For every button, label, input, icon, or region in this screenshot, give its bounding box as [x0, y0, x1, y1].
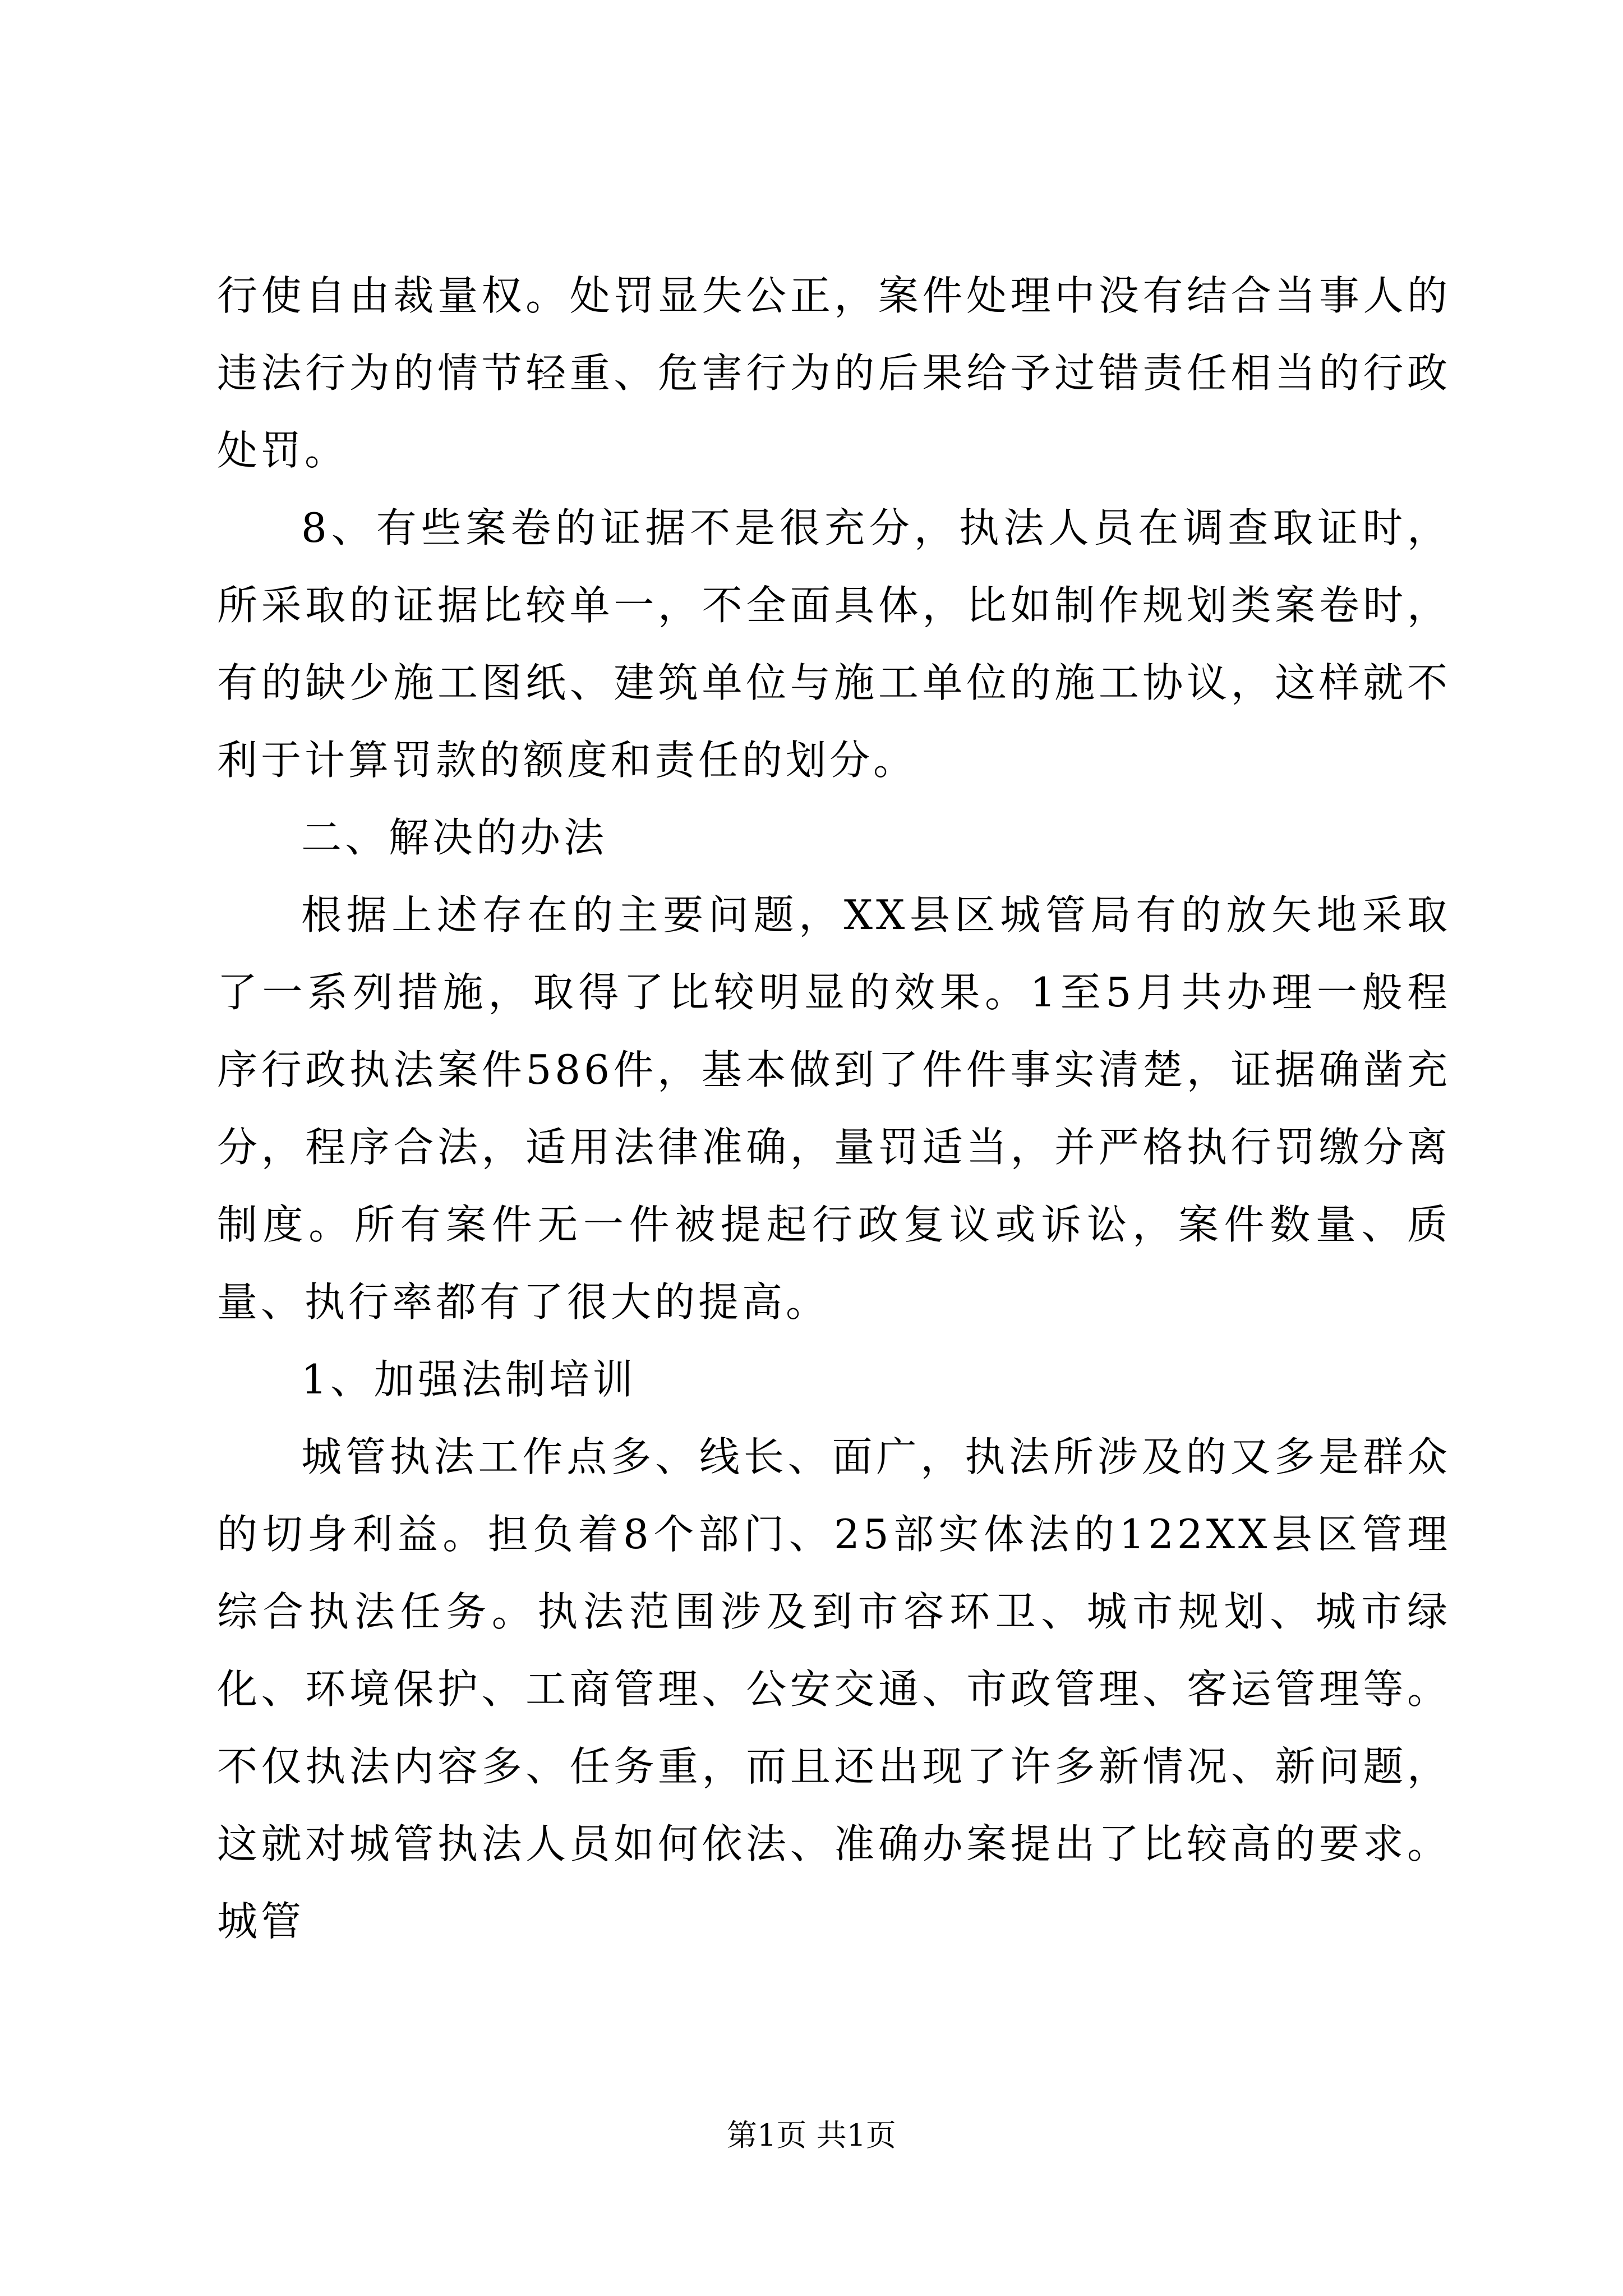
- subheading-legal-training: 1、加强法制培训: [301, 1356, 637, 1403]
- paragraph-legal-training: 城管执法工作点多、线长、面广，执法所涉及的又多是群众的切身利益。担负着8个部门、25部实体法的122XX县区管理综合执法任务。执法范围涉及到市容环卫、城市规划、城市绿化、环境保护、工商管理、公安交通、市政管理、客运管理等。不仅执法内容多、任务重，而且还出现了许多新情况、新问题，这就对城管执法人员如何依法、准确办案提出了比较高的要求。城管: [217, 1433, 1451, 1945]
- section-heading-solutions: 二、解决的办法: [301, 814, 608, 861]
- page-footer: 第1页 共1页: [727, 2118, 896, 2153]
- paragraph-continuation: 行使自由裁量权。处罚显失公正，案件处理中没有结合当事人的违法行为的情节轻重、危害行为的后果给予过错责任相当的行政处罚。: [217, 272, 1451, 474]
- document-body: [217, 257, 1451, 1960]
- paragraph-solutions-summary: 根据上述存在的主要问题，XX县区城管局有的放矢地采取了一系列措施，取得了比较明显的效果。1至5月共办理一般程序行政执法案件586件，基本做到了件件事实清楚，证据确凿充分，程序合法，适用法律准确，量罚适当，并严格执行罚缴分离制度。所有案件无一件被提起行政复议或诉讼，案件数量、质量、执行率都有了很大的提高。: [217, 891, 1451, 1326]
- paragraph-item-8: 8、有些案卷的证据不是很充分，执法人员在调查取证时，所采取的证据比较单一，不全面具体，比如制作规划类案卷时，有的缺少施工图纸、建筑单位与施工单位的施工协议，这样就不利于计算罚款的额度和责任的划分。: [217, 504, 1451, 784]
